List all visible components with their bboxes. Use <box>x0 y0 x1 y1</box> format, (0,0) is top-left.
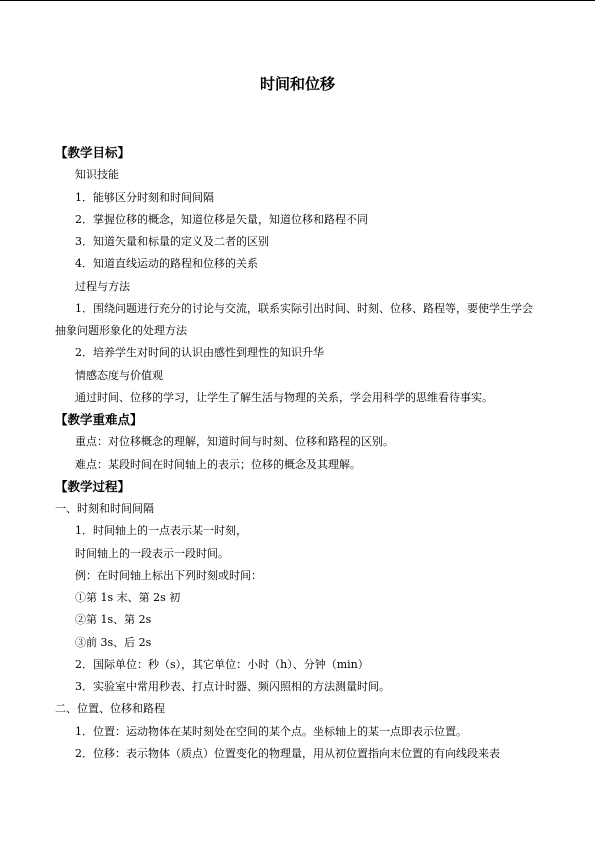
paragraph-wrapped: 1．围绕问题进行充分的讨论与交流，联系实际引出时间、时刻、位移、路程等，要使学生学会抽象问题形象化的处理方法 <box>55 301 533 337</box>
paragraph-line: 3．知道矢量和标量的定义及二者的区别 <box>75 235 269 248</box>
subheading-attitudes-values: 情感态度与价值观 <box>75 368 163 382</box>
section-heading-objectives: 【教学目标】 <box>55 145 131 160</box>
paragraph-line: 难点：某段时间在时间轴上的表示；位移的概念及其理解。 <box>75 457 361 471</box>
list-item: ①第 1s 末、第 2s 初 <box>75 591 181 604</box>
paragraph-line: 2．培养学生对时间的认识由感性到理性的知识升华 <box>75 346 324 360</box>
paragraph-line: 1．时间轴上的一点表示某一时刻， <box>75 524 247 538</box>
subheading-process-methods: 过程与方法 <box>75 279 130 293</box>
paragraph-line: 2．国际单位：秒（s），其它单位：小时（h）、分钟（min） <box>75 657 369 671</box>
paragraph-line: 3．实验室中常用秒表、打点计时器、频闪照相的方法测量时间。 <box>75 680 390 693</box>
document-title: 时间和位移 <box>259 75 335 93</box>
paragraph-line: 1．能够区分时刻和时间间隔 <box>75 190 214 204</box>
paragraph-line: 1．位置：运动物体在某时刻处在空间的某个点。坐标轴上的某一点即表示位置。 <box>75 724 467 738</box>
paragraph-line: 4．知道直线运动的路程和位移的关系 <box>75 257 258 271</box>
list-item: ②第 1s、第 2s <box>75 613 152 627</box>
paragraph-line: 2．位移：表示物体（质点）位置变化的物理量，用从初位置指向末位置的有向线段来表 <box>75 746 500 760</box>
section-heading-process: 【教学过程】 <box>55 478 131 494</box>
paragraph-line: 重点：对位移概念的理解，知道时间与时刻、位移和路程的区别。 <box>75 435 394 449</box>
section-heading-key-points: 【教学重难点】 <box>55 412 143 427</box>
paragraph-line: 通过时间、位移的学习，让学生了解生活与物理的关系，学会用科学的思维看待事实。 <box>75 390 493 404</box>
paragraph-line: 2．掌握位移的概念，知道位移是矢量，知道位移和路程不同 <box>75 212 368 226</box>
list-item: ③前 3s、后 2s <box>75 635 152 649</box>
top-border-rule <box>0 0 595 1</box>
paragraph-line: 例：在时间轴上标出下列时刻或时间： <box>75 568 262 582</box>
subsection-heading-displacement: 二、位置、位移和路程 <box>55 702 165 716</box>
document-body <box>55 142 543 765</box>
subsection-heading-time: 一、时刻和时间间隔 <box>55 502 154 515</box>
paragraph-line: 时间轴上的一段表示一段时间。 <box>75 546 229 560</box>
subheading-knowledge-skills: 知识技能 <box>75 168 119 182</box>
